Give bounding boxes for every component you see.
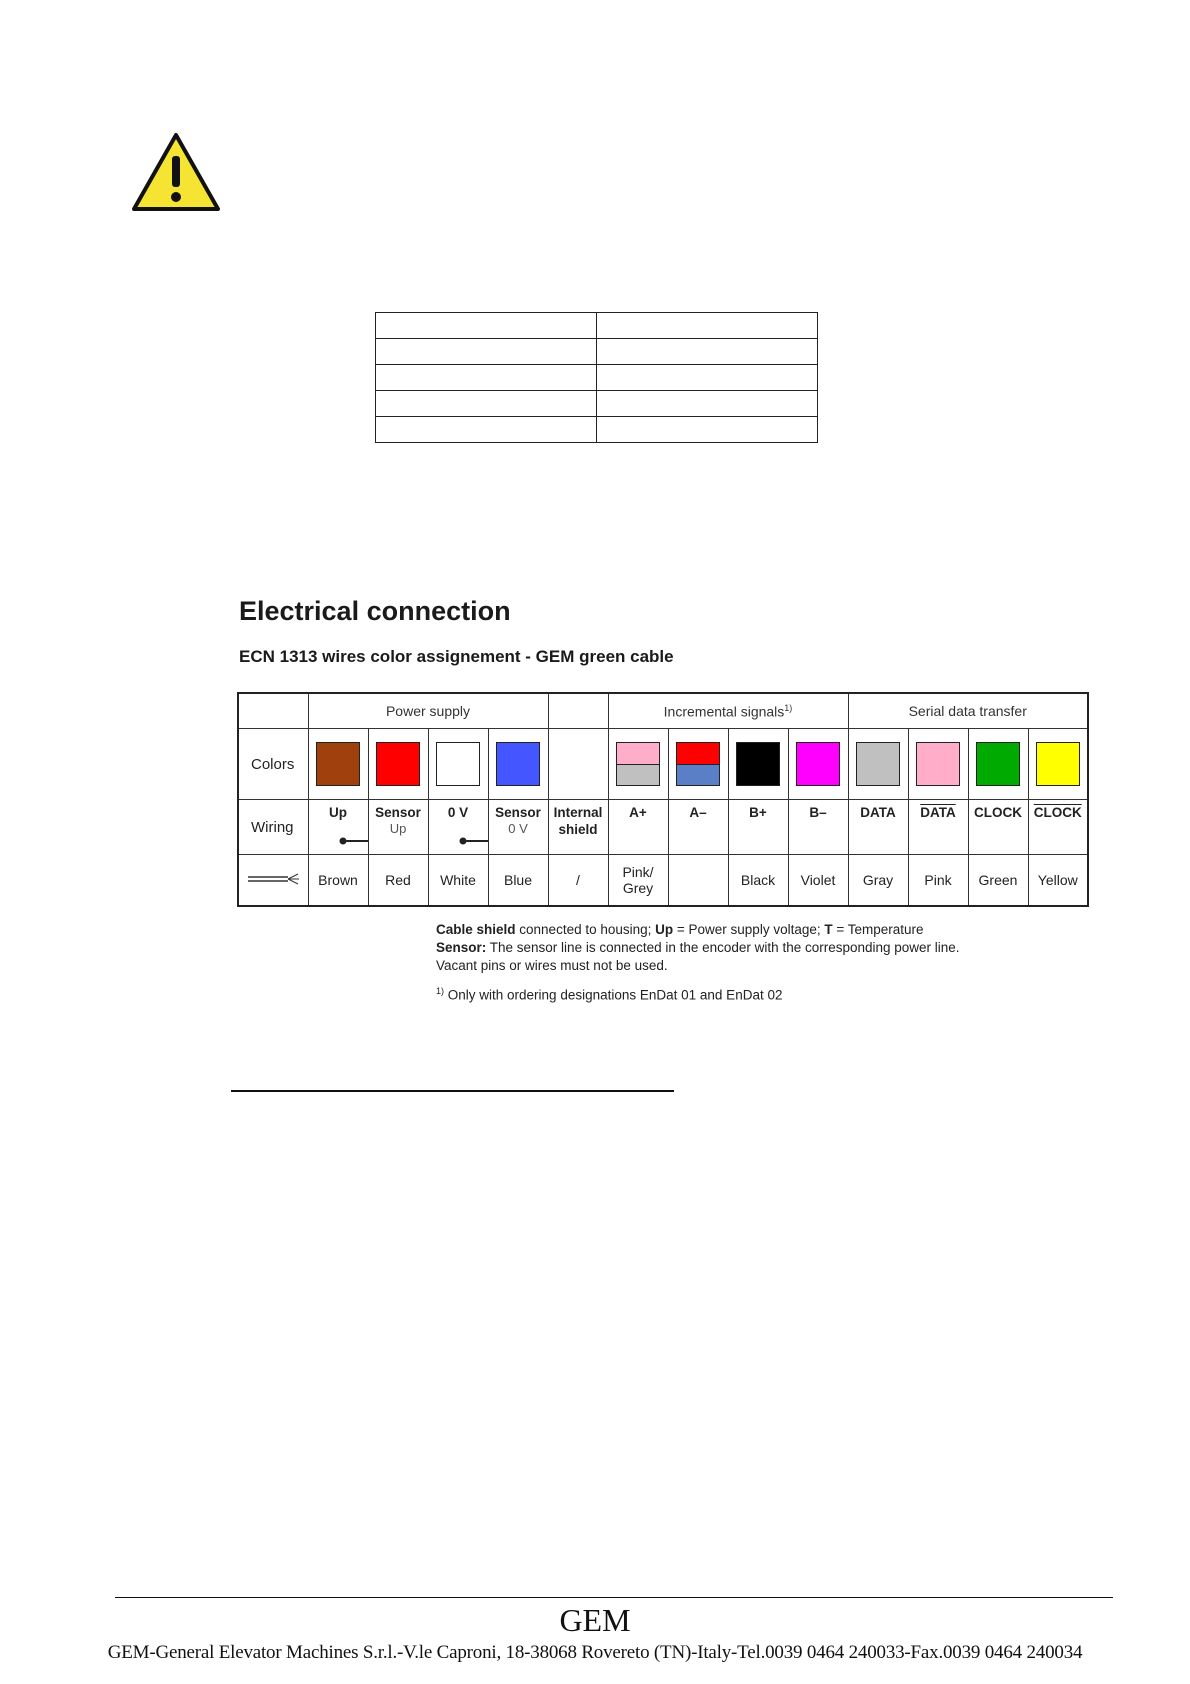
footer-address: GEM-General Elevator Machines S.r.l.-V.le Caproni, 18-38068 Rovereto (TN)-Italy-Tel.0039 0464 240033-Fax.0039 0464 240034 bbox=[107, 1642, 1083, 1663]
wire-color-table bbox=[237, 692, 1089, 907]
color-swatch bbox=[1036, 742, 1080, 786]
color-swatch bbox=[676, 742, 720, 786]
wire-signal-cell bbox=[308, 800, 368, 855]
wire-name-cell: Black bbox=[728, 855, 788, 907]
table-row bbox=[376, 313, 818, 339]
wire-signal-label: Internal shield bbox=[553, 805, 603, 837]
divider-line bbox=[231, 1090, 674, 1092]
wire-signal-label: CLOCK bbox=[974, 805, 1022, 820]
figure-notes bbox=[436, 921, 960, 975]
sensor-link-line bbox=[463, 836, 489, 846]
cable-icon bbox=[238, 855, 308, 907]
color-swatch bbox=[316, 742, 360, 786]
wire-name-cell: Gray bbox=[848, 855, 908, 907]
wire-names-row bbox=[238, 855, 1088, 907]
note-line-2: Sensor: The sensor line is connected in the encoder with the corresponding power line. bbox=[436, 940, 960, 955]
wire-signal-cell bbox=[368, 800, 428, 855]
wire-color-cell bbox=[1028, 729, 1088, 800]
table-row bbox=[376, 365, 818, 391]
wire-signal-label: 0 V bbox=[447, 805, 469, 820]
color-swatch bbox=[916, 742, 960, 786]
table-row bbox=[376, 391, 818, 417]
wire-color-cell bbox=[668, 729, 728, 800]
wire-signal-cell bbox=[728, 800, 788, 855]
wiring-label: Wiring bbox=[238, 800, 308, 855]
footnote: $^{1)}$ Only with ordering designations EnDat 01 and EnDat 02 bbox=[436, 986, 783, 1003]
colors-row bbox=[238, 729, 1088, 800]
wire-color-cell bbox=[908, 729, 968, 800]
wiring-row bbox=[238, 800, 1088, 855]
color-swatch bbox=[436, 742, 480, 786]
wire-name-cell: Red bbox=[368, 855, 428, 907]
wire-signal-cell bbox=[1028, 800, 1088, 855]
wire-color-cell bbox=[548, 729, 608, 800]
color-swatch bbox=[616, 742, 660, 786]
note-line-3: Vacant pins or wires must not be used. bbox=[436, 958, 668, 973]
wire-signal-label: B– bbox=[809, 805, 827, 820]
group-incremental-signals: Incremental signals$^{1)}$ bbox=[608, 693, 848, 729]
wire-name-cell: Violet bbox=[788, 855, 848, 907]
wire-color-cell bbox=[368, 729, 428, 800]
figure-title: Electrical connection bbox=[239, 596, 511, 626]
color-swatch bbox=[376, 742, 420, 786]
wire-name-cell: Green bbox=[968, 855, 1028, 907]
warning-triangle-icon bbox=[131, 132, 221, 212]
wire-color-cell bbox=[728, 729, 788, 800]
wire-name-cell: Pink/ Grey bbox=[608, 855, 668, 907]
wire-signal-cell bbox=[788, 800, 848, 855]
wire-name-cell: Yellow bbox=[1028, 855, 1088, 907]
wire-color-cell bbox=[848, 729, 908, 800]
wire-signal-cell bbox=[428, 800, 488, 855]
wire-signal-label: B+ bbox=[749, 805, 767, 820]
table-row bbox=[376, 339, 818, 365]
wire-color-cell bbox=[488, 729, 548, 800]
wire-color-cell bbox=[968, 729, 1028, 800]
wire-signal-label: Sensor bbox=[375, 805, 421, 820]
color-swatch bbox=[496, 742, 540, 786]
wire-signal-label: Sensor bbox=[495, 805, 541, 820]
wire-name-cell bbox=[668, 855, 728, 907]
sensor-link-line bbox=[343, 836, 369, 846]
wire-signal-cell bbox=[668, 800, 728, 855]
wire-name-cell: White bbox=[428, 855, 488, 907]
wire-name-cell: Blue bbox=[488, 855, 548, 907]
empty-grid-table bbox=[375, 312, 818, 443]
wire-color-cell bbox=[308, 729, 368, 800]
color-swatch bbox=[856, 742, 900, 786]
color-swatch bbox=[796, 742, 840, 786]
group-power-supply: Power supply bbox=[308, 693, 548, 729]
wire-signal-cell bbox=[608, 800, 668, 855]
wire-color-cell bbox=[608, 729, 668, 800]
wire-signal-label: CLOCK bbox=[1033, 805, 1082, 820]
colors-label: Colors bbox=[238, 729, 308, 800]
wire-signal-cell bbox=[968, 800, 1028, 855]
wire-signal-cell bbox=[848, 800, 908, 855]
wire-signal-sublabel: 0 V bbox=[508, 821, 528, 836]
note-line-1: Cable shield connected to housing; Up = Power supply voltage; T = Temperature bbox=[436, 922, 924, 937]
wire-color-cell bbox=[788, 729, 848, 800]
color-swatch bbox=[976, 742, 1020, 786]
figure-subtitle: ECN 1313 wires color assignement - GEM green cable bbox=[239, 647, 674, 666]
footer-brand: GEM bbox=[559, 1602, 631, 1638]
wire-signal-label: DATA bbox=[920, 805, 956, 820]
wire-signal-label: DATA bbox=[860, 805, 896, 820]
wire-color-cell bbox=[428, 729, 488, 800]
wire-signal-label: A– bbox=[689, 805, 707, 820]
wire-signal-label: Up bbox=[329, 805, 347, 820]
wire-signal-cell bbox=[908, 800, 968, 855]
group-serial-data: Serial data transfer bbox=[848, 693, 1088, 729]
wire-signal-cell bbox=[548, 800, 608, 855]
wire-name-cell: Brown bbox=[308, 855, 368, 907]
wire-signal-sublabel: Up bbox=[389, 821, 407, 836]
group-header-row bbox=[238, 693, 1088, 729]
wire-name-cell: / bbox=[548, 855, 608, 907]
color-swatch bbox=[736, 742, 780, 786]
wire-signal-cell bbox=[488, 800, 548, 855]
wire-signal-label: A+ bbox=[629, 805, 647, 820]
table-row bbox=[376, 417, 818, 443]
wire-name-cell: Pink bbox=[908, 855, 968, 907]
footer-divider bbox=[115, 1597, 1113, 1598]
